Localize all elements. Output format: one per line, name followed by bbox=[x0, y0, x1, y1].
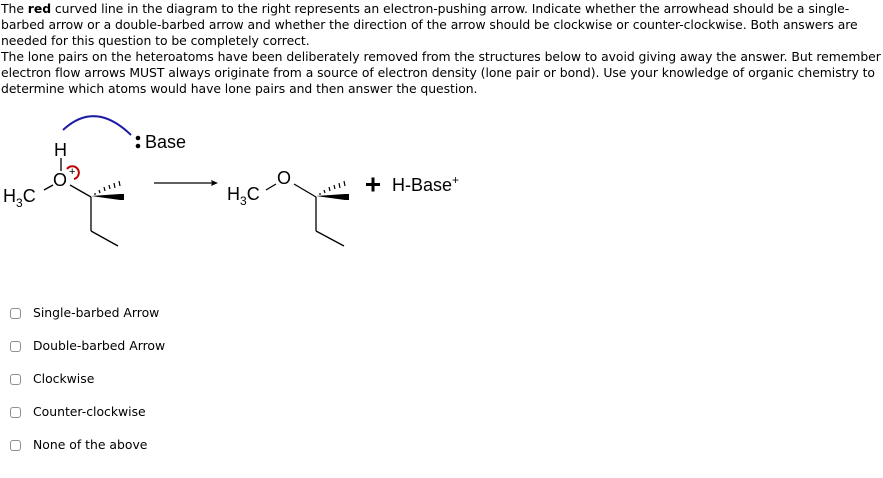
positive-charge-label: + bbox=[69, 166, 76, 178]
methyl-subscript: 3 bbox=[240, 194, 247, 208]
option-clockwise[interactable] bbox=[10, 370, 165, 388]
option-label: Clockwise bbox=[33, 371, 95, 386]
text-segment: curved line in the diagram to the right represents an electron-pushing arrow. Indicate whether the arrowhead should be a single-barbed arrow or a double-barbed arrow and whether the direction of the arrow should be clockwise or counter-clockwise. Both answers are needed for this question to be completely correct. bbox=[1, 1, 858, 48]
product-o-c-bond bbox=[294, 184, 316, 197]
product-ch3-o-bond bbox=[266, 184, 276, 190]
blue-curved-arrow-icon bbox=[63, 116, 131, 135]
checkbox[interactable] bbox=[10, 440, 21, 451]
option-single-barbed-arrow[interactable] bbox=[10, 304, 165, 322]
question-text bbox=[1, 1, 883, 97]
text-segment: The bbox=[1, 1, 28, 16]
base-label: Base bbox=[145, 132, 187, 152]
checkbox[interactable] bbox=[10, 374, 21, 385]
methyl-h: H bbox=[3, 186, 16, 206]
methyl-label bbox=[3, 186, 36, 210]
red-emphasis: red bbox=[27, 1, 52, 16]
question-paragraph-1 bbox=[1, 1, 883, 49]
product-wedge-bond bbox=[316, 194, 349, 200]
option-label: Single-barbed Arrow bbox=[33, 305, 160, 320]
product-methyl-label bbox=[227, 184, 260, 208]
question-paragraph-2: The lone pairs on the heteroatoms have been deliberately removed from the structures below to avoid giving away the answer. But remember electron flow arrows MUST always originate from a source of electron density (lone pair or bond). Use your knowledge of organic chemistry to determine which atoms would have lone pairs and then answer the question. bbox=[1, 49, 881, 96]
methyl-c: C bbox=[22, 186, 36, 206]
c-c-ethyl-bond bbox=[91, 231, 118, 246]
option-label: None of the above bbox=[33, 437, 148, 452]
checkbox[interactable] bbox=[10, 308, 21, 319]
methyl-h: H bbox=[227, 184, 240, 204]
hydrogen-label: H bbox=[54, 140, 67, 160]
product-oxygen-label: O bbox=[277, 168, 292, 188]
reaction-diagram bbox=[0, 108, 500, 258]
h-base-text: H-Base bbox=[392, 175, 453, 195]
option-label: Double-barbed Arrow bbox=[33, 338, 166, 353]
h-base-charge: + bbox=[452, 173, 460, 187]
lone-pair-dot bbox=[136, 144, 141, 149]
answer-options bbox=[10, 304, 165, 469]
checkbox[interactable] bbox=[10, 341, 21, 352]
wedge-bond bbox=[91, 194, 124, 200]
option-none-of-the-above[interactable] bbox=[10, 436, 165, 454]
checkbox[interactable] bbox=[10, 407, 21, 418]
product-c-c-ethyl-bond bbox=[316, 231, 344, 246]
h-base-label bbox=[392, 173, 460, 195]
reaction-arrow-head-icon bbox=[211, 180, 218, 186]
option-double-barbed-arrow[interactable] bbox=[10, 337, 165, 355]
o-c-bond bbox=[70, 185, 91, 197]
hash-bond bbox=[95, 181, 120, 195]
option-label: Counter-clockwise bbox=[33, 404, 146, 419]
oxygen-label: O bbox=[53, 170, 68, 190]
methyl-subscript: 3 bbox=[16, 196, 23, 210]
plus-sign-v bbox=[372, 178, 375, 192]
product-hash-bond bbox=[320, 181, 345, 195]
methyl-c: C bbox=[246, 184, 260, 204]
option-counter-clockwise[interactable] bbox=[10, 403, 165, 421]
lone-pair-dot bbox=[136, 136, 141, 141]
ch3-o-bond bbox=[44, 185, 53, 190]
